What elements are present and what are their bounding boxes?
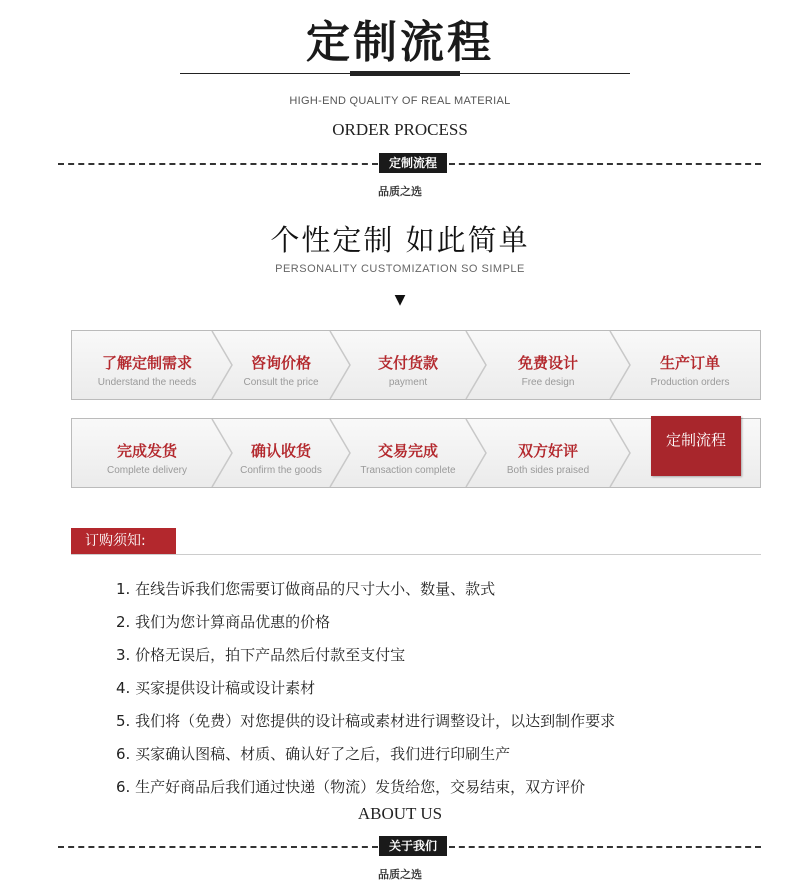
page-title: 定制流程	[306, 17, 494, 68]
step-free-design	[476, 331, 620, 399]
notice-title-badge: 订购须知:	[71, 528, 176, 554]
arrow-down-icon: ▼	[394, 292, 406, 308]
list-item: 4. 买家提供设计稿或设计素材	[116, 679, 316, 697]
step-confirm-goods	[222, 419, 340, 487]
slogan-english: PERSONALITY CUSTOMIZATION SO SIMPLE	[275, 263, 525, 275]
ribbon-label: 定制流程	[665, 431, 726, 449]
chevron-separator-icon	[328, 419, 354, 487]
list-item: 3. 价格无误后，拍下产品然后付款至支付宝	[116, 646, 406, 664]
dashed-divider-right	[449, 846, 761, 848]
step-label-en: Understand the needs	[97, 377, 197, 388]
process-row-1	[71, 330, 761, 400]
notice-underline	[71, 554, 761, 555]
chevron-separator-icon	[328, 331, 354, 399]
chevron-separator-icon	[210, 331, 236, 399]
step-label-cn: 支付货款	[377, 354, 438, 372]
step-label-cn: 免费设计	[517, 354, 578, 372]
step-label-en: Both sides praised	[506, 465, 590, 476]
step-label-en: Consult the price	[243, 377, 319, 388]
step-payment	[340, 331, 476, 399]
step-label-en: Complete delivery	[106, 465, 188, 476]
section-tag-process: 定制流程	[379, 153, 447, 173]
list-item: 2. 我们为您计算商品优惠的价格	[116, 613, 331, 631]
step-label-cn: 生产订单	[659, 354, 720, 372]
dashed-divider-left	[58, 163, 378, 165]
list-item: 6. 买家确认图稿、材质、确认好了之后，我们进行印刷生产	[116, 745, 511, 763]
step-label-cn: 交易完成	[377, 442, 438, 460]
step-label-cn: 咨询价格	[250, 354, 311, 372]
notice-list	[116, 576, 615, 807]
quality-choice-label: 品质之选	[378, 185, 422, 198]
step-label-cn: 确认收货	[250, 442, 311, 460]
step-label-en: payment	[388, 377, 428, 388]
chevron-separator-icon	[464, 419, 490, 487]
dashed-divider-left	[58, 846, 378, 848]
about-us-heading: ABOUT US	[357, 804, 443, 823]
title-divider-bar	[350, 71, 460, 76]
step-transaction-complete	[340, 419, 476, 487]
chevron-separator-icon	[608, 331, 634, 399]
section-tag-about: 关于我们	[379, 836, 447, 856]
step-label-cn: 了解定制需求	[101, 354, 192, 372]
chevron-separator-icon	[210, 419, 236, 487]
list-item: 5. 我们将（免费）对您提供的设计稿或素材进行调整设计，以达到制作要求	[116, 712, 616, 730]
step-label-cn: 双方好评	[517, 442, 578, 460]
slogan-chinese: 个性定制 如此简单	[270, 223, 530, 257]
step-label-en: Production orders	[650, 377, 730, 388]
step-understand-needs	[72, 331, 222, 399]
order-process-heading: ORDER PROCESS	[332, 120, 468, 139]
subtitle-english: HIGH-END QUALITY OF REAL MATERIAL	[289, 95, 511, 107]
quality-choice-label: 品质之选	[378, 868, 422, 881]
list-item: 1. 在线告诉我们您需要订做商品的尺寸大小、数量、款式	[116, 580, 496, 598]
step-label-en: Transaction complete	[360, 465, 456, 476]
step-consult-price	[222, 331, 340, 399]
step-label-en: Free design	[521, 377, 575, 388]
step-label-cn: 完成发货	[116, 442, 177, 460]
step-both-praised	[476, 419, 620, 487]
chevron-separator-icon	[608, 419, 634, 487]
dashed-divider-right	[449, 163, 761, 165]
step-label-en: Confirm the goods	[240, 465, 322, 476]
list-item: 6. 生产好商品后我们通过快递（物流）发货给您，交易结束，双方评价	[116, 778, 586, 796]
process-ribbon-badge	[651, 416, 741, 476]
step-complete-delivery	[72, 419, 222, 487]
chevron-separator-icon	[464, 331, 490, 399]
step-production-orders	[620, 331, 760, 399]
